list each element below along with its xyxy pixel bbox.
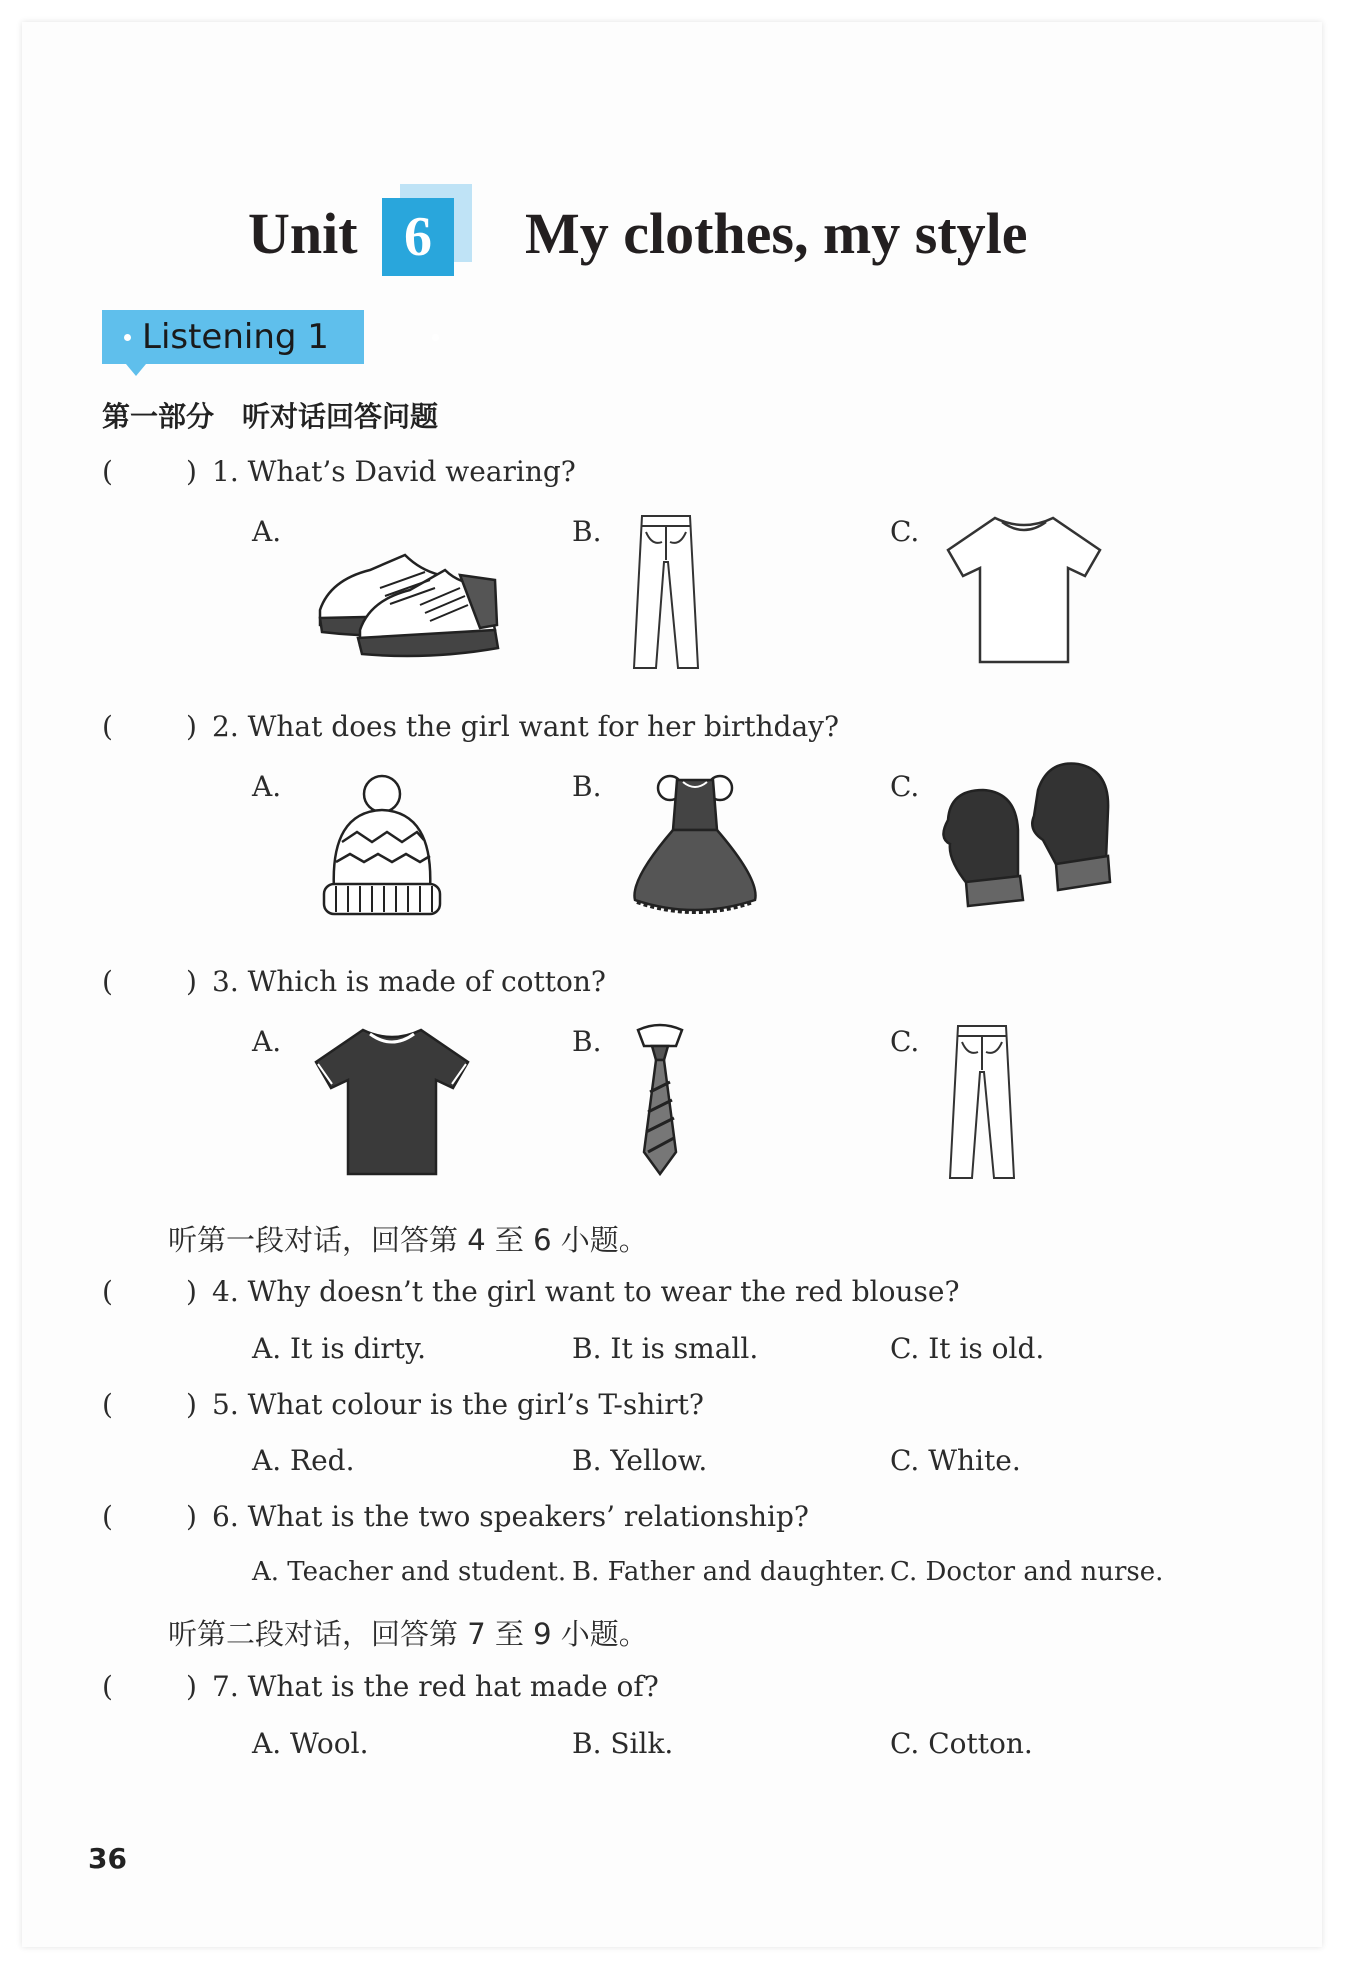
option-c: C. Cotton. <box>890 1727 1033 1760</box>
answer-paren-open: ( <box>102 1388 113 1421</box>
option-letter: A. <box>252 515 282 548</box>
page-number: 36 <box>88 1842 127 1875</box>
option-letter: C. <box>890 1025 920 1058</box>
answer-paren-close: ) <box>186 1388 197 1421</box>
unit-number: 6 <box>382 198 454 276</box>
answer-paren-open: ( <box>102 710 113 743</box>
question-3: 3. Which is made of cotton? <box>212 965 606 998</box>
option-c: C. White. <box>890 1444 1021 1477</box>
option-c: C. It is old. <box>890 1332 1045 1365</box>
option-b: B. Silk. <box>572 1727 674 1760</box>
dark-tshirt-icon <box>308 1022 476 1182</box>
section-badge-label: Listening 1 <box>142 317 329 357</box>
option-letter: C. <box>890 770 920 803</box>
option-b: B. Father and daughter. <box>572 1557 886 1587</box>
section-badge <box>102 310 364 364</box>
answer-paren-open: ( <box>102 455 113 488</box>
answer-paren-close: ) <box>186 710 197 743</box>
question-2: 2. What does the girl want for her birthday? <box>212 710 840 743</box>
unit-number-badge <box>382 190 472 270</box>
unit-title: My clothes, my style <box>525 201 1028 266</box>
option-a: A. Teacher and student. <box>252 1557 567 1587</box>
option-a: A. Wool. <box>252 1727 369 1760</box>
answer-paren-close: ) <box>186 1670 197 1703</box>
answer-paren-close: ) <box>186 1500 197 1533</box>
answer-paren-open: ( <box>102 965 113 998</box>
option-letter: A. <box>252 1025 282 1058</box>
knit-hat-icon <box>312 772 452 922</box>
answer-paren-close: ) <box>186 1275 197 1308</box>
option-letter: B. <box>572 770 602 803</box>
jeans-icon <box>944 1022 1022 1182</box>
sneakers-icon <box>310 530 510 670</box>
mittens-icon <box>938 760 1118 920</box>
option-a: A. Red. <box>252 1444 355 1477</box>
tie-icon <box>630 1022 690 1182</box>
question-7: 7. What is the red hat made of? <box>212 1670 659 1703</box>
answer-paren-open: ( <box>102 1275 113 1308</box>
option-b: B. Yellow. <box>572 1444 708 1477</box>
question-6: 6. What is the two speakers’ relationship? <box>212 1500 809 1533</box>
question-4: 4. Why doesn’t the girl want to wear the red blouse? <box>212 1275 960 1308</box>
jeans-icon <box>628 512 706 672</box>
part-heading: 第一部分 听对话回答问题 <box>102 400 439 433</box>
option-c: C. Doctor and nurse. <box>890 1557 1164 1587</box>
option-b: B. It is small. <box>572 1332 759 1365</box>
unit-label: Unit <box>248 201 358 266</box>
option-letter: B. <box>572 1025 602 1058</box>
question-5: 5. What colour is the girl’s T-shirt? <box>212 1388 704 1421</box>
answer-paren-close: ) <box>186 965 197 998</box>
answer-paren-open: ( <box>102 1500 113 1533</box>
tshirt-icon <box>940 510 1108 670</box>
answer-paren-close: ) <box>186 455 197 488</box>
question-1: 1. What’s David wearing? <box>212 455 576 488</box>
option-letter: B. <box>572 515 602 548</box>
instruction-note: 听第一段对话，回答第 4 至 6 小题。 <box>168 1223 648 1257</box>
instruction-note: 听第二段对话，回答第 7 至 9 小题。 <box>168 1617 648 1651</box>
option-letter: C. <box>890 515 920 548</box>
option-letter: A. <box>252 770 282 803</box>
answer-paren-open: ( <box>102 1670 113 1703</box>
dress-icon <box>625 770 765 920</box>
option-a: A. It is dirty. <box>252 1332 426 1365</box>
